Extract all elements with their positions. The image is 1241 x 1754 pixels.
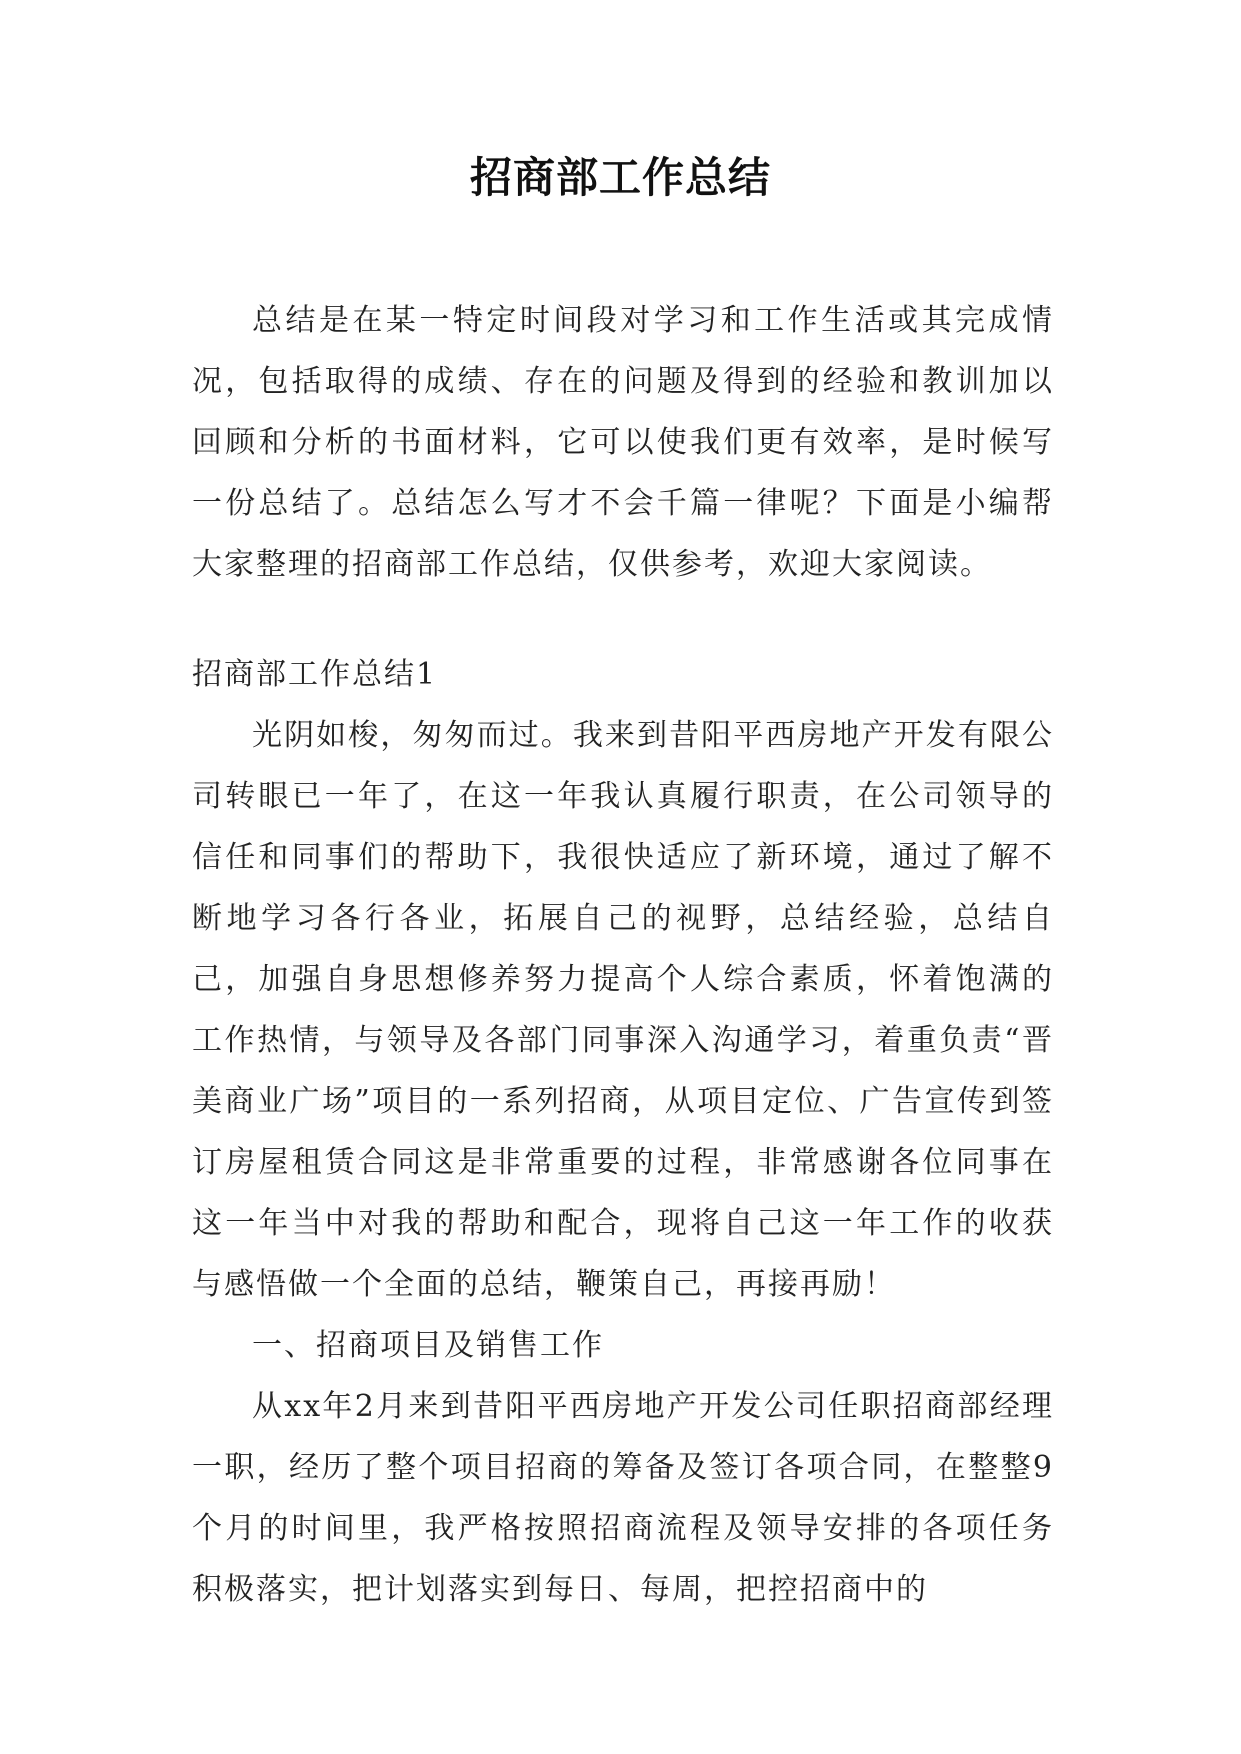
paragraph-2: 从xx年2月来到昔阳平西房地产开发公司任职招商部经理一职，经历了整个项目招商的筹备及签订各项合同，在整整9个月的时间里，我严格按照招商流程及领导安排的各项任务积极落实，把计划落实到每日、每周，把控招商中的	[192, 1389, 1054, 1607]
paragraph-1: 光阴如梭，匆匆而过。我来到昔阳平西房地产开发有限公司转眼已一年了，在这一年我认真履行职责，在公司领导的信任和同事们的帮助下，我很快适应了新环境，通过了解不断地学习各行各业，拓展自己的视野，总结经验，总结自己，加强自身思想修养努力提高个人综合素质，怀着饱满的工作热情，与领导及各部门同事深入沟通学习，着重负责“晋美商业广场”项目的一系列招商，从项目定位、广告宣传到签订房屋租赁合同这是非常重要的过程，非常感谢各位同事在这一年当中对我的帮助和配合，现将自己这一年工作的收获与感悟做一个全面的总结，鞭策自己，再接再励！	[192, 718, 1054, 1302]
intro-block	[192, 290, 1054, 595]
intro-paragraph: 总结是在某一特定时间段对学习和工作生活或其完成情况，包括取得的成绩、存在的问题及得到的经验和教训加以回顾和分析的书面材料，它可以使我们更有效率，是时候写一份总结了。总结怎么写才不会千篇一律呢？下面是小编帮大家整理的招商部工作总结，仅供参考，欢迎大家阅读。	[192, 303, 1054, 582]
document-title: 招商部工作总结	[469, 153, 771, 202]
main-block	[192, 644, 1054, 1620]
subheading-1: 一、招商项目及销售工作	[252, 1328, 604, 1363]
section-title: 招商部工作总结1	[192, 657, 438, 692]
